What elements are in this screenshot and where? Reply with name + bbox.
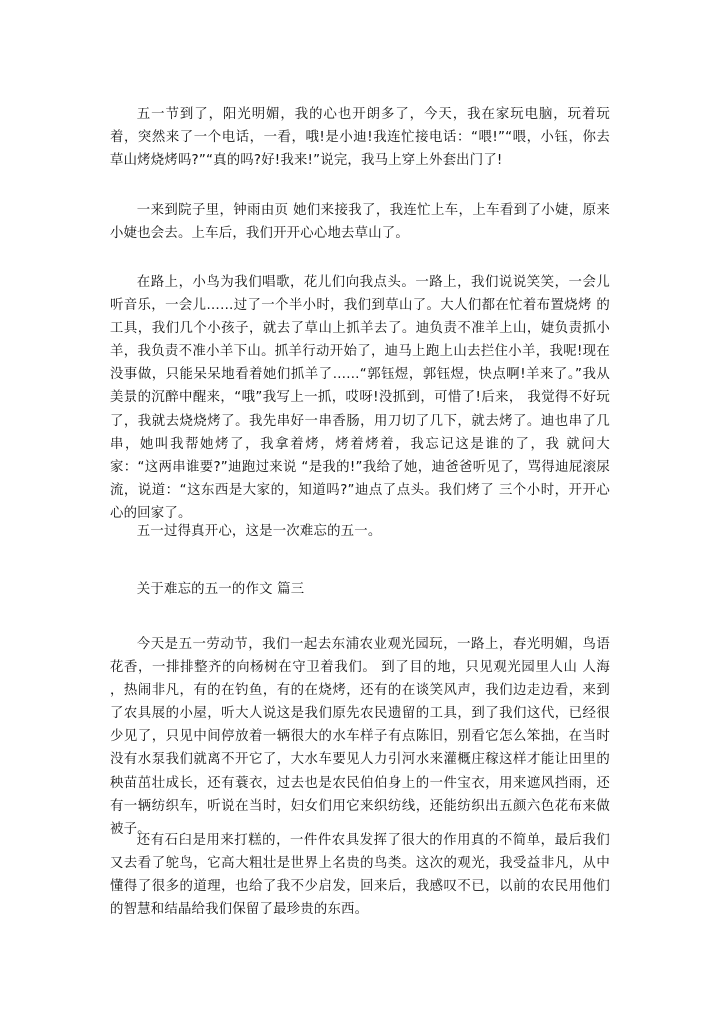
paragraph-6: 还有石臼是用来打糕的，一件件农具发挥了很大的作用真的不简单，最后我们又去看了鸵鸟，它高大粗壮是世界上名贵的鸟类。这次的观光，我受益非凡，从中懂得了很多的道理，也给了我不少启发，回来后，我感叹不已，以前的农民用他们的智慧和结晶给我们保留了最珍贵的东西。 — [110, 833, 610, 918]
section-heading: 关于难忘的五一的作文 篇三 — [136, 582, 305, 597]
paragraph-4: 五一过得真开心，这是一次难忘的五一。 — [136, 524, 382, 539]
paragraph-3: 在路上，小鸟为我们唱歌，花儿们向我点头。一路上，我们说说笑笑，一会儿听音乐，一会儿……过了一个半小时，我们到草山了。大人们都在忙着布置烧烤 的工具，我们几个小孩子，就去了草山上抓羊去了。迪负责不准羊上山，婕负责抓小羊，我负责不准小羊下山。抓羊行动开始了，迪马上跑上山去拦住小羊，我呢!现在没事做，只能呆呆地看着她们抓羊了……“郭钰煜，郭钰煜，快点啊!羊来了。”我从美景的沉醉中醒来，“哦”我写上一抓，哎呀!没抓到，可惜了!后来， 我觉得不好玩了，我就去烧烧烤了。我先串好一串香肠，用刀切了几下，就去烤了。迪也串了几串，她叫我帮她烤了，我拿着烤，烤着烤着，我忘记这是谁的了，我 就问大家：“这两串谁要?”迪跑过来说 “是我的!”我给了她，迪爸爸听见了，骂得迪屁滚尿流，说道：“这东西是大家的，知道吗?”迪点了点头。我们烤了 三个小时，开开心心的回家了。 — [110, 275, 610, 521]
paragraph-1: 五一节到了，阳光明媚，我的心也开朗多了，今天，我在家玩电脑，玩着玩着，突然来了一个电话，一看，哦!是小迪!我连忙接电话：“喂!”“喂，小钰，你去草山烤烧烤吗?”“真的吗?好!我来!”说完，我马上穿上外套出门了! — [110, 107, 610, 169]
paragraph-2: 一来到院子里，钟雨由页 她们来接我了，我连忙上车，上车看到了小婕，原来小婕也会去。上车后，我们开开心心地去草山了。 — [110, 203, 610, 242]
paragraph-5: 今天是五一劳动节，我们一起去东浦农业观光园玩，一路上，春光明媚，鸟语花香，一排排整齐的向杨树在守卫着我们。 到了目的地，只见观光园里人山 人海 ，热闹非凡，有的在钓鱼，有的在烧烤，还有的在谈笑风声，我们边走边看，来到了农具展的小屋，听大人说这是我们原先农民遗留的工具，到了我们这代，已经很少见了，只见中间停放着一辆很大的水车样子有点陈旧，别看它怎么笨拙，在当时没有水泵我们就离不开它了，大水车要见人力引河水来灌概庄稼这样才能让田里的秧苗茁壮成长，还有蓑衣，过去也是农民伯伯身上的一件宝衣，用来遮风挡雨，还有一辆纺织车，听说在当时，妇女们用它来织纺线，还能纺织出五颜六色花布来做被子。 — [110, 637, 610, 837]
